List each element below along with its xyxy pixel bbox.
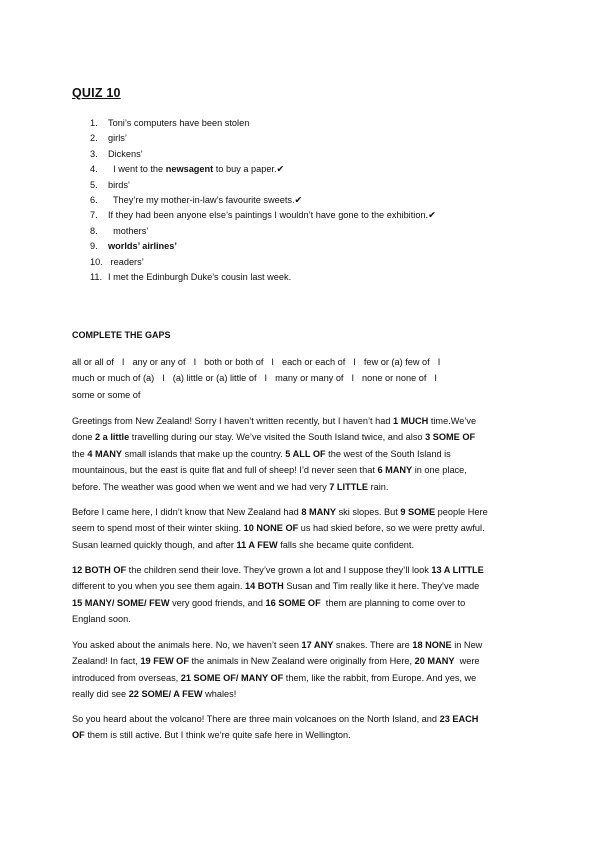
answer-text: Toni’s computers have been stolen — [108, 118, 250, 128]
answer-item — [90, 116, 436, 131]
letter-text: were — [454, 656, 480, 667]
word-box-line — [72, 370, 532, 386]
letter-line — [72, 520, 532, 536]
answer-item — [90, 131, 436, 146]
letter-text: falls she became quite confident. — [277, 539, 415, 550]
gap-answer: 22 SOME/ A FEW — [128, 689, 203, 700]
letter-line — [72, 504, 532, 520]
word-option: few or (a) few of — [363, 357, 430, 367]
gap-answer: 19 FEW OF — [140, 656, 189, 667]
answer-text: If they had been anyone else’s paintings I wouldn’t have gone to the exhibition.✔ — [108, 210, 436, 221]
letter-line — [72, 462, 532, 478]
answer-item — [90, 193, 436, 208]
letter-text: small islands that make up the country. — [122, 448, 286, 459]
letter-line — [72, 446, 532, 462]
letter-line — [72, 429, 532, 445]
answer-item — [90, 178, 436, 193]
gap-answer: 1 MUCH — [393, 416, 429, 426]
answer-number: 10. — [90, 256, 103, 267]
word-option: none or none of — [362, 373, 427, 384]
answer-text-bold: worlds’ airlines’ — [108, 241, 177, 252]
letter-text: time.We’ve — [428, 416, 477, 426]
gap-answer: 20 MANY — [414, 656, 455, 667]
letter-paragraph — [72, 637, 532, 703]
answer-item — [90, 208, 436, 223]
word-option: (a) little or (a) little of — [172, 373, 257, 384]
letter-text: So you heard about the volcano! There are three main volcanoes on the North Island, and — [72, 714, 440, 724]
answer-item — [90, 255, 436, 270]
letter-line — [72, 670, 532, 686]
word-separator: I — [271, 357, 274, 367]
letter-text: Greetings from New Zealand! Sorry I haven’t written recently, but I haven’t had — [72, 416, 394, 426]
answer-item — [90, 270, 436, 285]
word-option: some or some of — [72, 389, 141, 400]
letter-paragraph — [72, 562, 532, 628]
word-option: each or each of — [281, 357, 346, 367]
letter-line — [72, 637, 532, 653]
letter-text: Before I came here, I didn’t know that New Zealand had — [72, 507, 302, 517]
answer-text: They’re my mother-in-law’s favourite sweets.✔ — [108, 195, 303, 206]
answer-number: 8. — [90, 225, 98, 236]
answer-text: girls’ — [108, 133, 127, 144]
gap-answer: 4 MANY — [87, 448, 123, 459]
gap-answer: 6 MANY — [377, 465, 413, 476]
letter-text: the — [72, 448, 88, 459]
answer-text: I went to the — [108, 164, 166, 175]
gap-answer: 21 SOME OF/ MANY OF — [180, 672, 284, 683]
letter-line — [72, 578, 532, 594]
letter-text: them is still active. But I think we’re quite safe here in Wellington. — [84, 730, 351, 741]
gap-answer: 23 EACH — [439, 714, 479, 724]
letter-text: seem to spend most of their winter skiing. — [72, 523, 244, 534]
answer-text: birds’ — [108, 179, 130, 190]
answer-number: 11. — [90, 272, 103, 283]
letter-paragraph — [72, 413, 532, 495]
letter-text: the children send their love. They’ve grown a lot and I suppose they’ll look — [126, 565, 432, 575]
gap-answer: 17 ANY — [301, 640, 334, 650]
letter-line — [72, 413, 532, 429]
word-separator: I — [351, 373, 355, 384]
answer-number: 5. — [90, 179, 98, 190]
word-box-line — [72, 354, 532, 370]
letter-paragraph — [72, 504, 532, 553]
answer-number: 7. — [90, 210, 98, 221]
answer-number: 1. — [90, 118, 98, 128]
letter-text: very good friends, and — [169, 597, 266, 608]
answer-item — [90, 162, 436, 177]
word-separator: I — [193, 357, 197, 367]
answer-text-bold: newsagent — [165, 164, 214, 175]
letter-line — [72, 537, 532, 553]
letter-text: the west of the South Island is — [325, 448, 451, 459]
quiz-answer-list — [90, 116, 436, 285]
gap-answer: 2 a little — [95, 432, 130, 443]
answer-number: 9. — [90, 241, 98, 252]
gap-answer: 7 LITTLE — [329, 481, 369, 492]
letter-text: England soon. — [72, 614, 131, 625]
letter-line — [72, 479, 532, 495]
complete-the-gaps-title: COMPLETE THE GAPS — [72, 330, 171, 340]
gap-answer: 15 MANY/ SOME/ FEW — [72, 597, 170, 608]
letter-line — [72, 611, 532, 627]
letter-text: them, like the rabbit, from Europe. And yes, we — [283, 672, 477, 683]
letter-text: done — [72, 432, 95, 443]
gap-answer: 5 ALL OF — [285, 448, 326, 459]
letter-paragraph — [72, 711, 532, 744]
answer-text: to buy a paper.✔ — [213, 164, 285, 175]
letter-text: Susan learned quickly though, and after — [72, 539, 237, 550]
letter-line — [72, 562, 532, 578]
gap-answer: OF — [72, 730, 85, 741]
answer-number: 2. — [90, 133, 98, 144]
letter-text: You asked about the animals here. No, we haven’t seen — [72, 640, 302, 650]
letter-text: really did see — [72, 689, 129, 700]
letter-line — [72, 686, 532, 702]
letter-line — [72, 711, 532, 727]
answer-text: Dickens’ — [108, 148, 143, 159]
answer-item — [90, 239, 436, 254]
letter-text: different to you when you see them again. — [72, 581, 245, 592]
gap-answer: 10 NONE OF — [243, 523, 299, 534]
letter-text: in New — [451, 640, 483, 650]
letter-text: in one place, — [412, 465, 467, 476]
word-option: both or both of — [204, 357, 264, 367]
letter-text: introduced from overseas, — [72, 672, 181, 683]
word-box-line — [72, 387, 532, 403]
gap-answer: 12 BOTH OF — [72, 565, 127, 575]
gap-answer: 16 SOME OF — [265, 597, 321, 608]
gap-answer: 14 BOTH — [244, 581, 284, 592]
word-box — [72, 354, 532, 403]
gap-answer: 18 NONE — [412, 640, 452, 650]
answer-number: 3. — [90, 148, 98, 159]
word-option: many or many of — [275, 373, 344, 384]
letter-text: Zealand! In fact, — [72, 656, 141, 667]
letter-text: them are planning to come over to — [320, 597, 466, 608]
gap-answer: 3 SOME OF — [425, 432, 476, 443]
letter-text: us had skied before, so we were pretty awful. — [298, 523, 485, 534]
word-option: any or any of — [132, 357, 186, 367]
answer-item — [90, 147, 436, 162]
gap-answer: 11 A FEW — [236, 539, 278, 550]
letter-line — [72, 595, 532, 611]
quiz-title: QUIZ 10 — [72, 86, 121, 100]
word-separator: I — [162, 373, 165, 384]
answer-item — [90, 224, 436, 239]
answer-text: readers’ — [108, 256, 144, 267]
letter-text: whales! — [202, 689, 237, 700]
gap-answer: 13 A LITTLE — [431, 565, 484, 575]
letter-text: before. The weather was good when we went and we had very — [72, 481, 330, 492]
gap-answer: 9 SOME — [400, 507, 436, 517]
letter-text: rain. — [368, 481, 389, 492]
word-option: much or much of (a) — [72, 373, 155, 384]
letter-text: mountainous, but the east is quite flat and full of sheep! I’d never seen that — [72, 465, 378, 476]
answer-text: I met the Edinburgh Duke’s cousin last week. — [108, 272, 292, 283]
letter-text: ski slopes. But — [336, 507, 401, 517]
answer-number: 6. — [90, 195, 98, 206]
word-separator: I — [434, 373, 437, 384]
letter-text: the animals in New Zealand were originally from Here, — [188, 656, 415, 667]
word-separator: I — [437, 357, 441, 367]
word-separator: I — [264, 373, 268, 384]
letter-text: Susan and Tim really like it here. They’ve made — [283, 581, 480, 592]
word-separator: I — [353, 357, 356, 367]
letter-text: snakes. There are — [333, 640, 413, 650]
letter-line — [72, 727, 532, 743]
answer-text: mothers’ — [108, 225, 149, 236]
word-separator: I — [121, 357, 125, 367]
answer-number: 4. — [90, 164, 98, 175]
letter-text: people Here — [435, 507, 488, 517]
gap-answer: 8 MANY — [301, 507, 337, 517]
letter-line — [72, 653, 532, 669]
letter-text: travelling during our stay. We’ve visited the South Island twice, and also — [129, 432, 426, 443]
word-option: all or all of — [72, 357, 114, 367]
